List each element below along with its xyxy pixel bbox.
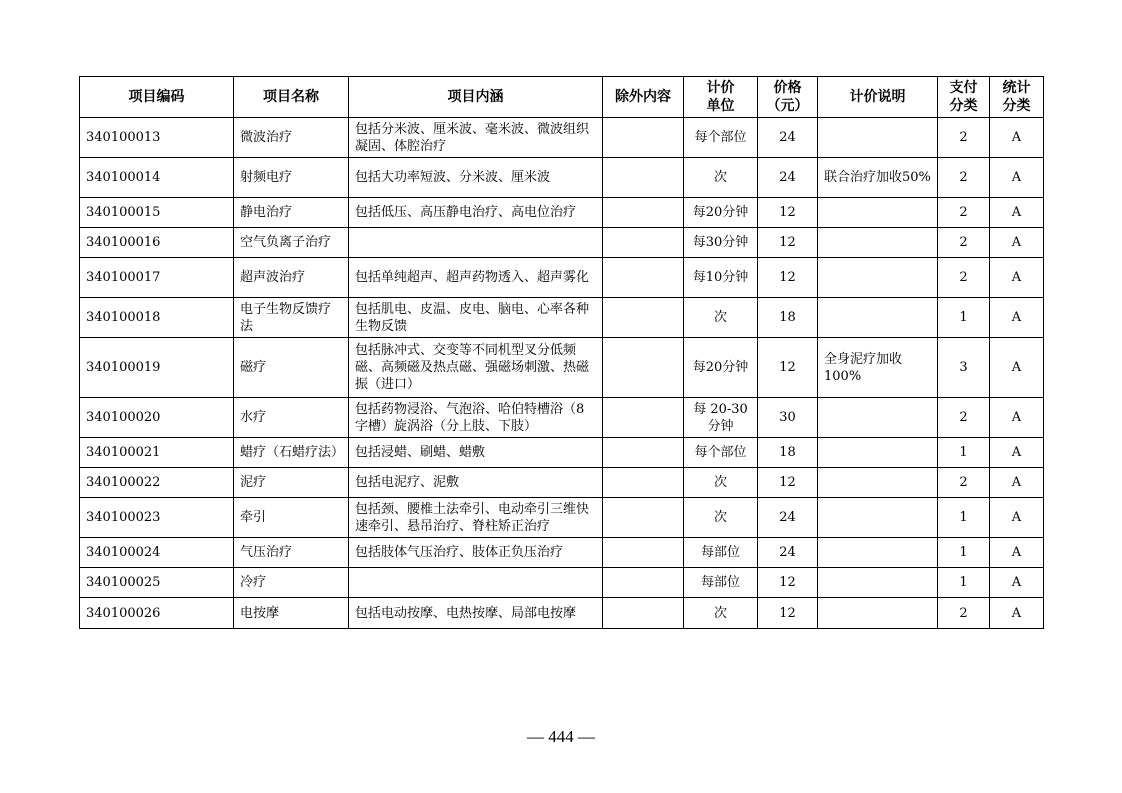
- cell-code: 340100017: [80, 258, 234, 298]
- cell-note: [818, 498, 938, 538]
- cell-exclusion: [603, 198, 684, 228]
- cell-exclusion: [603, 158, 684, 198]
- page-number: — 444 —: [527, 727, 595, 746]
- price-table: [79, 76, 1044, 629]
- cell-pay: 2: [938, 598, 990, 629]
- cell-code: 340100013: [80, 118, 234, 158]
- header-content: 项目内涵: [349, 77, 603, 118]
- cell-content: 包括低压、高压静电治疗、高电位治疗: [349, 198, 603, 228]
- cell-content: 包括单纯超声、超声药物透入、超声雾化: [349, 258, 603, 298]
- cell-note: [818, 468, 938, 498]
- cell-price: 18: [758, 298, 818, 338]
- header-unit: [684, 77, 758, 118]
- cell-stat: A: [990, 598, 1044, 629]
- cell-pay: 2: [938, 258, 990, 298]
- cell-pay: 2: [938, 158, 990, 198]
- header-pay: [938, 77, 990, 118]
- cell-exclusion: [603, 228, 684, 258]
- cell-price: 12: [758, 258, 818, 298]
- cell-stat: A: [990, 498, 1044, 538]
- cell-name: 泥疗: [234, 468, 349, 498]
- cell-name: 磁疗: [234, 338, 349, 398]
- cell-exclusion: [603, 468, 684, 498]
- cell-price: 12: [758, 228, 818, 258]
- cell-code: 340100025: [80, 568, 234, 598]
- cell-content: 包括药物浸浴、气泡浴、哈伯特槽浴（8字槽）旋涡浴（分上肢、下肢）: [349, 398, 603, 438]
- cell-content: 包括浸蜡、刷蜡、蜡敷: [349, 438, 603, 468]
- cell-unit: 每10分钟: [684, 258, 758, 298]
- cell-pay: 1: [938, 568, 990, 598]
- cell-stat: A: [990, 568, 1044, 598]
- table-row: [80, 298, 1044, 338]
- cell-content: 包括大功率短波、分米波、厘米波: [349, 158, 603, 198]
- cell-content: 包括脉冲式、交变等不同机型叉分低频磁、高频磁及热点磁、强磁场刺激、热磁振（进口）: [349, 338, 603, 398]
- cell-pay: 2: [938, 118, 990, 158]
- cell-code: 340100014: [80, 158, 234, 198]
- cell-stat: A: [990, 438, 1044, 468]
- cell-unit: 次: [684, 158, 758, 198]
- cell-unit: 次: [684, 298, 758, 338]
- table-row: [80, 598, 1044, 629]
- table-row: [80, 438, 1044, 468]
- cell-name: 空气负离子治疗: [234, 228, 349, 258]
- cell-content: 包括颈、腰椎土法牵引、电动牵引三维快速牵引、悬吊治疗、脊柱矫正治疗: [349, 498, 603, 538]
- cell-stat: A: [990, 228, 1044, 258]
- cell-pay: 1: [938, 538, 990, 568]
- cell-price: 12: [758, 568, 818, 598]
- cell-price: 30: [758, 398, 818, 438]
- cell-stat: A: [990, 118, 1044, 158]
- cell-unit: 次: [684, 468, 758, 498]
- cell-name: 静电治疗: [234, 198, 349, 228]
- cell-pay: 1: [938, 498, 990, 538]
- cell-content: 包括肌电、皮温、皮电、脑电、心率各种生物反馈: [349, 298, 603, 338]
- header-exclusion: 除外内容: [603, 77, 684, 118]
- cell-price: 18: [758, 438, 818, 468]
- cell-note: [818, 398, 938, 438]
- cell-pay: 2: [938, 468, 990, 498]
- cell-unit: 每部位: [684, 538, 758, 568]
- cell-content: [349, 228, 603, 258]
- cell-name: 射频电疗: [234, 158, 349, 198]
- cell-note: 联合治疗加收50%: [818, 158, 938, 198]
- cell-unit: 每30分钟: [684, 228, 758, 258]
- cell-name: 牵引: [234, 498, 349, 538]
- cell-pay: 3: [938, 338, 990, 398]
- cell-stat: A: [990, 398, 1044, 438]
- cell-unit: 每个部位: [684, 118, 758, 158]
- table-row: [80, 538, 1044, 568]
- table-row: [80, 118, 1044, 158]
- cell-unit: 每 20-30 分钟: [684, 398, 758, 438]
- cell-price: 12: [758, 338, 818, 398]
- header-unit-line1: 计价: [706, 80, 735, 96]
- header-note: 计价说明: [818, 77, 938, 118]
- cell-name: 微波治疗: [234, 118, 349, 158]
- cell-stat: A: [990, 158, 1044, 198]
- table-row: [80, 498, 1044, 538]
- cell-code: 340100022: [80, 468, 234, 498]
- table-row: [80, 198, 1044, 228]
- cell-code: 340100020: [80, 398, 234, 438]
- cell-exclusion: [603, 338, 684, 398]
- cell-name: 水疗: [234, 398, 349, 438]
- cell-unit: 次: [684, 598, 758, 629]
- cell-name: 蜡疗（石蜡疗法）: [234, 438, 349, 468]
- cell-price: 24: [758, 538, 818, 568]
- table-row: [80, 158, 1044, 198]
- header-row: [80, 77, 1044, 118]
- cell-content: 包括分米波、厘米波、毫米波、微波组织凝固、体腔治疗: [349, 118, 603, 158]
- header-stat-line2: 分类: [1002, 98, 1031, 114]
- cell-note: [818, 118, 938, 158]
- cell-exclusion: [603, 568, 684, 598]
- header-code: 项目编码: [80, 77, 234, 118]
- cell-code: 340100023: [80, 498, 234, 538]
- table-row: [80, 568, 1044, 598]
- cell-price: 12: [758, 468, 818, 498]
- table-row: [80, 398, 1044, 438]
- cell-unit: 每20分钟: [684, 338, 758, 398]
- header-pay-line1: 支付: [949, 80, 978, 96]
- cell-exclusion: [603, 298, 684, 338]
- cell-unit: 每部位: [684, 568, 758, 598]
- cell-exclusion: [603, 538, 684, 568]
- cell-note: [818, 298, 938, 338]
- cell-content: 包括肢体气压治疗、肢体正负压治疗: [349, 538, 603, 568]
- cell-code: 340100019: [80, 338, 234, 398]
- header-stat: [990, 77, 1044, 118]
- cell-content: [349, 568, 603, 598]
- header-price: [758, 77, 818, 118]
- cell-code: 340100016: [80, 228, 234, 258]
- cell-name: 超声波治疗: [234, 258, 349, 298]
- cell-price: 12: [758, 198, 818, 228]
- table-row: [80, 338, 1044, 398]
- cell-pay: 2: [938, 228, 990, 258]
- table-row: [80, 228, 1044, 258]
- cell-stat: A: [990, 338, 1044, 398]
- cell-code: 340100018: [80, 298, 234, 338]
- cell-pay: 1: [938, 438, 990, 468]
- table-body: [80, 118, 1044, 629]
- cell-exclusion: [603, 498, 684, 538]
- cell-unit: 每20分钟: [684, 198, 758, 228]
- header-price-line1: 价格: [773, 80, 802, 96]
- cell-note: [818, 258, 938, 298]
- cell-pay: 2: [938, 398, 990, 438]
- cell-note: [818, 568, 938, 598]
- cell-code: 340100024: [80, 538, 234, 568]
- cell-unit: 次: [684, 498, 758, 538]
- cell-note: [818, 438, 938, 468]
- cell-stat: A: [990, 198, 1044, 228]
- cell-exclusion: [603, 258, 684, 298]
- cell-note: [818, 198, 938, 228]
- header-pay-line2: 分类: [949, 98, 978, 114]
- cell-stat: A: [990, 298, 1044, 338]
- cell-stat: A: [990, 258, 1044, 298]
- cell-name: 电子生物反馈疗法: [234, 298, 349, 338]
- cell-name: 电按摩: [234, 598, 349, 629]
- cell-price: 12: [758, 598, 818, 629]
- cell-content: 包括电动按摩、电热按摩、局部电按摩: [349, 598, 603, 629]
- header-unit-line2: 单位: [706, 98, 735, 114]
- header-name: 项目名称: [234, 77, 349, 118]
- table-row: [80, 468, 1044, 498]
- cell-price: 24: [758, 498, 818, 538]
- header-stat-line1: 统计: [1002, 80, 1031, 96]
- cell-stat: A: [990, 538, 1044, 568]
- cell-code: 340100021: [80, 438, 234, 468]
- cell-pay: 2: [938, 198, 990, 228]
- cell-note: [818, 538, 938, 568]
- cell-name: 冷疗: [234, 568, 349, 598]
- cell-pay: 1: [938, 298, 990, 338]
- cell-code: 340100026: [80, 598, 234, 629]
- cell-unit: 每个部位: [684, 438, 758, 468]
- cell-exclusion: [603, 598, 684, 629]
- cell-price: 24: [758, 158, 818, 198]
- cell-stat: A: [990, 468, 1044, 498]
- cell-code: 340100015: [80, 198, 234, 228]
- header-price-line2: （元）: [766, 98, 809, 114]
- cell-price: 24: [758, 118, 818, 158]
- cell-note: 全身泥疗加收100%: [818, 338, 938, 398]
- cell-name: 气压治疗: [234, 538, 349, 568]
- table-row: [80, 258, 1044, 298]
- cell-note: [818, 598, 938, 629]
- cell-note: [818, 228, 938, 258]
- cell-content: 包括电泥疗、泥敷: [349, 468, 603, 498]
- cell-exclusion: [603, 398, 684, 438]
- cell-exclusion: [603, 118, 684, 158]
- cell-exclusion: [603, 438, 684, 468]
